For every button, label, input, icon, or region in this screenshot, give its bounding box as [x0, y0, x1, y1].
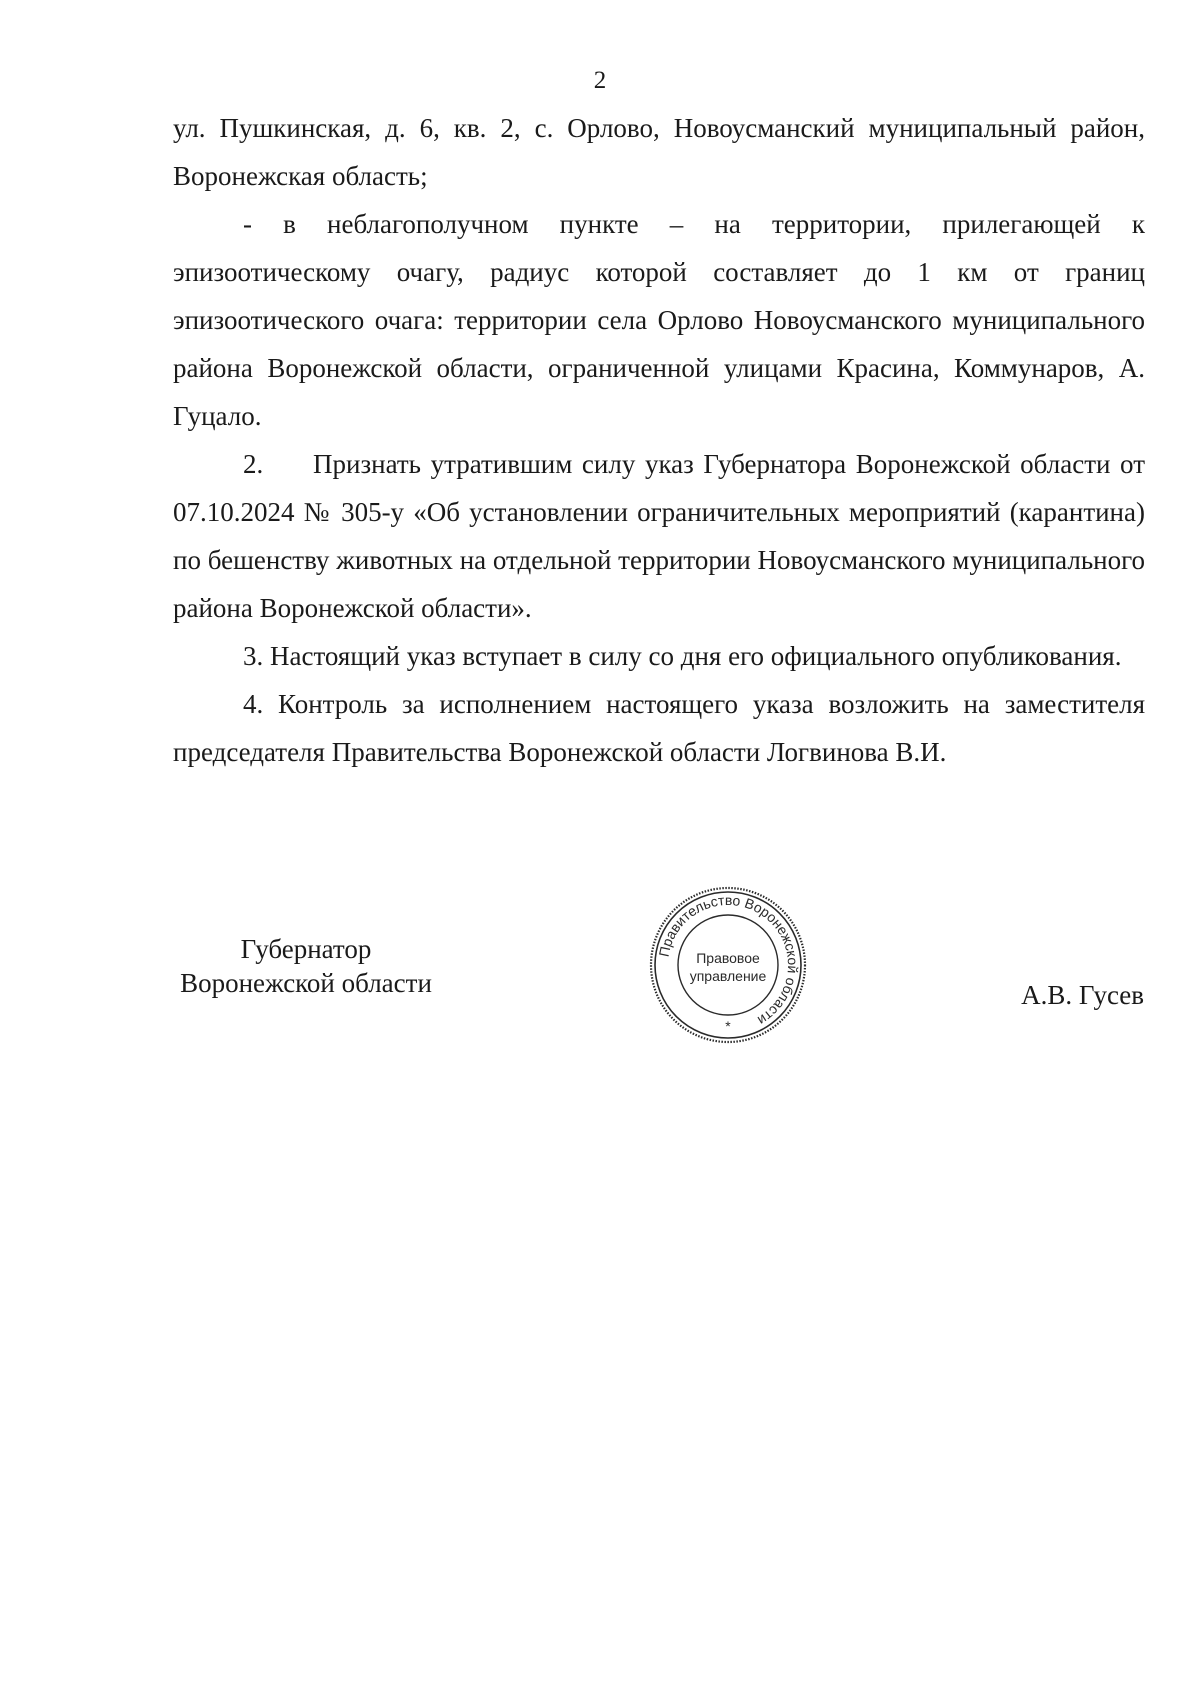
seal-ring-text: Правительство Воронежской области: [655, 891, 802, 1029]
signatory-name: А.В. Гусев: [1021, 980, 1144, 1010]
paragraph-item-2: [173, 440, 1145, 632]
official-seal: [648, 885, 808, 1045]
signatory-title-line2: Воронежской области: [180, 968, 432, 998]
signatory-title-line1: Губернатор: [240, 934, 372, 964]
item-2-text: Признать утратившим силу указ Губернатора Воронежской области от 07.10.2024 № 305-у «Об установлении ограничительных мероприятий (карантина) по бешенству животных на отдельной территории Новоусманского муниципального района Воронежской области».: [173, 449, 1145, 623]
paragraph-item-4: 4. Контроль за исполнением настоящего указа возложить на заместителя председателя Правительства Воронежской области Логвинова В.И.: [173, 689, 1145, 767]
seal-center-line2: управление: [689, 968, 767, 984]
item-2-number: 2.: [243, 449, 264, 479]
paragraph-item-3: 3. Настоящий указ вступает в силу со дня его официального опубликования.: [243, 641, 1122, 671]
seal-graphic: [648, 885, 808, 1045]
seal-center-line1: Правовое: [696, 950, 760, 966]
paragraph-unfavorable-area: - в неблагополучном пункте – на территории, прилегающей к эпизоотическому очагу, радиус которой составляет до 1 км от границ эпизоотического очага: территории села Орлово Новоусманского муниципального района Воронежской области, ограниченной улицами Красина, Коммунаров, А. Гуцало.: [173, 209, 1145, 431]
page-number: 2: [593, 67, 607, 94]
signatory-title: [173, 932, 439, 1000]
document-body: [173, 104, 1145, 776]
seal-star: *: [725, 1018, 731, 1034]
paragraph-address: ул. Пушкинская, д. 6, кв. 2, с. Орлово, Новоусманский муниципальный район, Воронежская область;: [173, 113, 1145, 191]
